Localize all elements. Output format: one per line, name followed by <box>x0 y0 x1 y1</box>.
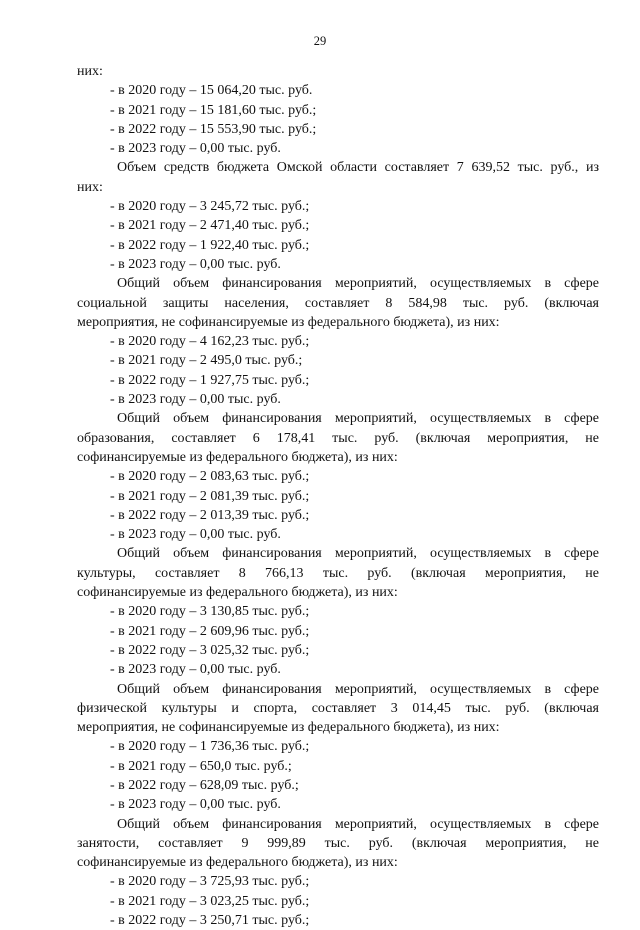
list-item: - в 2020 году – 3 725,93 тыс. руб.; <box>110 874 310 890</box>
list-item: - в 2022 году – 1 922,40 тыс. руб.; <box>110 237 310 253</box>
list-item: - в 2023 году – 0,00 тыс. руб. <box>110 797 281 813</box>
text-line: физической культуры и спорта, составляет 3 014,45 тыс. руб. (включая <box>77 700 599 716</box>
list-item: - в 2020 году – 1 736,36 тыс. руб.; <box>110 739 310 755</box>
list-item: - в 2021 году – 2 495,0 тыс. руб.; <box>110 353 303 369</box>
list-item: - в 2023 году – 0,00 тыс. руб. <box>110 141 281 157</box>
text-line: образования, составляет 6 178,41 тыс. руб. (включая мероприятия, не <box>77 430 599 446</box>
text-line: занятости, составляет 9 999,89 тыс. руб. (включая мероприятия, не <box>77 835 599 851</box>
list-item: - в 2021 году – 2 471,40 тыс. руб.; <box>110 218 310 234</box>
list-item: - в 2021 году – 650,0 тыс. руб.; <box>110 758 292 774</box>
text-line: мероприятия, не софинансируемые из федерального бюджета), из них: <box>77 720 500 736</box>
paragraph-first-line: Общий объем финансирования мероприятий, осуществляемых в сфере <box>117 681 599 697</box>
text-line: софинансируемые из федерального бюджета), из них: <box>77 449 398 465</box>
list-item: - в 2021 году – 2 609,96 тыс. руб.; <box>110 623 310 639</box>
paragraph-first-line: Общий объем финансирования мероприятий, осуществляемых в сфере <box>117 411 599 427</box>
text-line: культуры, составляет 8 766,13 тыс. руб. (включая мероприятия, не <box>77 565 599 581</box>
list-item: - в 2022 году – 3 025,32 тыс. руб.; <box>110 642 310 658</box>
paragraph-first-line: Объем средств бюджета Омской области составляет 7 639,52 тыс. руб., из <box>117 160 599 176</box>
text-line: них: <box>77 179 103 195</box>
list-item: - в 2021 году – 2 081,39 тыс. руб.; <box>110 488 310 504</box>
list-item: - в 2022 году – 1 927,75 тыс. руб.; <box>110 372 310 388</box>
list-item: - в 2021 году – 3 023,25 тыс. руб.; <box>110 893 310 909</box>
paragraph-first-line: Общий объем финансирования мероприятий, осуществляемых в сфере <box>117 276 599 292</box>
paragraph-first-line: Общий объем финансирования мероприятий, осуществляемых в сфере <box>117 816 599 832</box>
text-line: мероприятия, не софинансируемые из федерального бюджета), из них: <box>77 314 500 330</box>
list-item: - в 2021 году – 15 181,60 тыс. руб.; <box>110 102 317 118</box>
list-item: - в 2020 году – 3 245,72 тыс. руб.; <box>110 199 310 215</box>
text-line: них: <box>77 64 103 79</box>
list-item: - в 2023 году – 0,00 тыс. руб. <box>110 392 281 408</box>
text-line: социальной защиты населения, составляет 8 584,98 тыс. руб. (включая <box>77 295 599 311</box>
list-item: - в 2020 году – 2 083,63 тыс. руб.; <box>110 469 310 485</box>
text-line: софинансируемые из федерального бюджета), из них: <box>77 585 398 601</box>
document-body <box>77 62 599 930</box>
list-item: - в 2023 году – 0,00 тыс. руб. <box>110 256 281 272</box>
page-number: 29 <box>313 34 327 48</box>
list-item: - в 2023 году – 0,00 тыс. руб. <box>110 527 281 543</box>
list-item: - в 2022 году – 2 013,39 тыс. руб.; <box>110 507 310 523</box>
list-item: - в 2023 году – 0,00 тыс. руб. <box>110 662 281 678</box>
list-item: - в 2022 году – 15 553,90 тыс. руб.; <box>110 121 317 137</box>
list-item: - в 2022 году – 3 250,71 тыс. руб.; <box>110 913 310 929</box>
list-item: - в 2020 году – 3 130,85 тыс. руб.; <box>110 604 310 620</box>
list-item: - в 2020 году – 15 064,20 тыс. руб. <box>110 83 313 99</box>
list-item: - в 2022 году – 628,09 тыс. руб.; <box>110 777 299 793</box>
text-line: софинансируемые из федерального бюджета), из них: <box>77 855 398 871</box>
list-item: - в 2020 году – 4 162,23 тыс. руб.; <box>110 334 310 350</box>
paragraph-first-line: Общий объем финансирования мероприятий, осуществляемых в сфере <box>117 546 599 562</box>
